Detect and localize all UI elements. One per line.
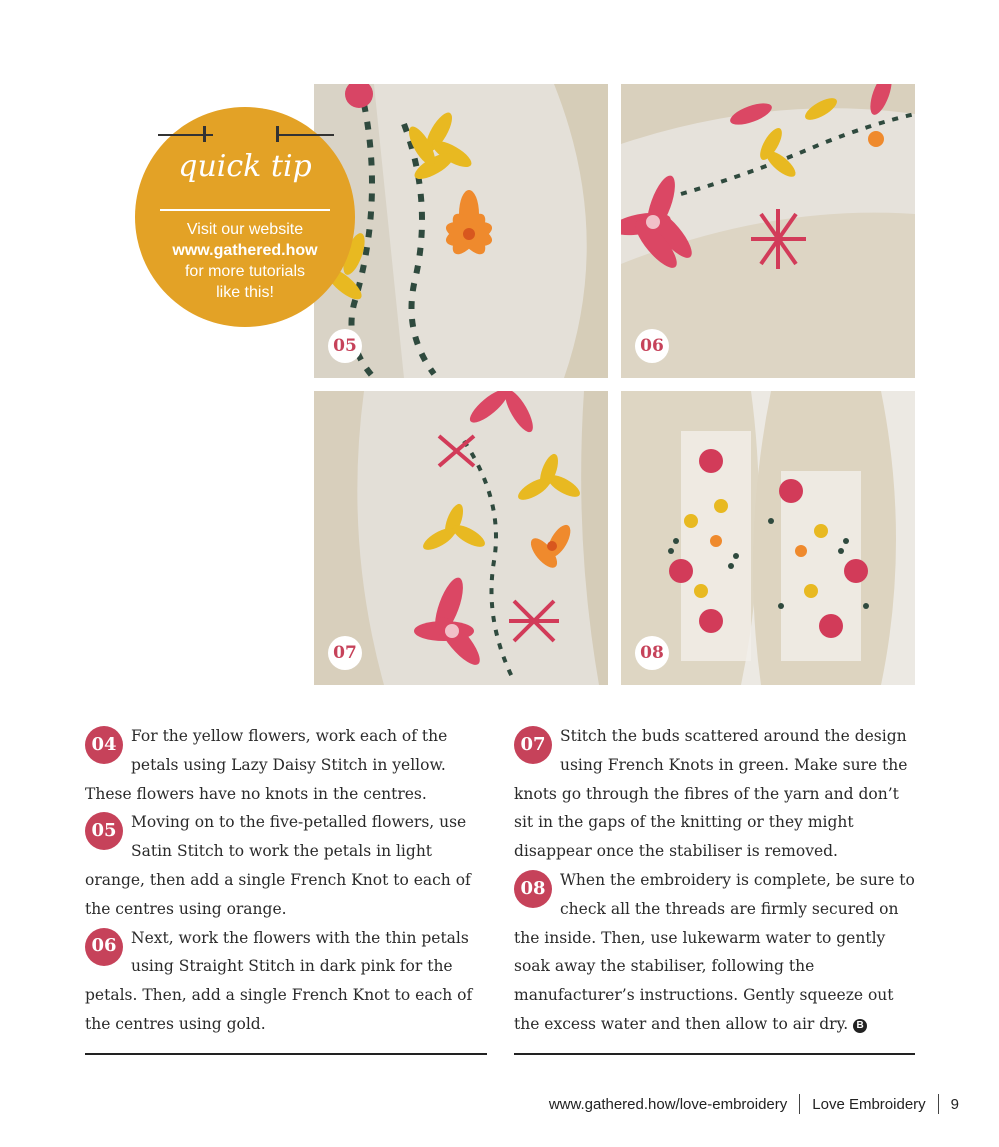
pin-head-icon bbox=[203, 126, 206, 142]
photo-label: 07 bbox=[328, 636, 362, 670]
step-07 bbox=[514, 722, 916, 866]
footer-url[interactable]: www.gathered.how/love-embroidery bbox=[548, 1095, 788, 1113]
embroidery-photo-07 bbox=[314, 391, 608, 685]
embroidery-photo-05 bbox=[314, 84, 608, 378]
footer-magazine: Love Embroidery bbox=[812, 1095, 926, 1113]
column-end-rule bbox=[514, 1053, 915, 1055]
step-text: For the yellow flowers, work each of the petals using Lazy Daisy Stitch in yellow. These flowers have no knots in the centres. bbox=[85, 727, 448, 803]
end-mark-icon: B bbox=[853, 1019, 867, 1033]
tip-line: for more tutorials bbox=[184, 263, 306, 280]
step-number-badge: 04 bbox=[85, 726, 123, 764]
step-number-badge: 07 bbox=[514, 726, 552, 764]
step-text: When the embroidery is complete, be sure to check all the threads are firmly secured on the inside. Then, use lukewarm water to gently soak away the stabiliser, following the manufacturer’s instructions. Gently squeeze out the excess water and then allow to air dry. bbox=[514, 870, 915, 1033]
quick-tip-body bbox=[135, 219, 355, 303]
column-end-rule bbox=[85, 1053, 487, 1055]
instructions-right-column bbox=[514, 722, 916, 1039]
instructions-left-column bbox=[85, 722, 487, 1039]
photo-label: 05 bbox=[328, 329, 362, 363]
tip-line: like this! bbox=[216, 284, 274, 301]
embroidery-photo-06 bbox=[621, 84, 915, 378]
photo-step-05 bbox=[314, 84, 608, 378]
photo-step-07 bbox=[314, 391, 608, 685]
quick-tip-title: quick tip bbox=[178, 149, 312, 184]
pin-icon bbox=[276, 134, 334, 136]
page-number: 9 bbox=[950, 1095, 959, 1113]
step-04 bbox=[85, 722, 487, 808]
photo-label: 08 bbox=[635, 636, 669, 670]
step-text: Stitch the buds scattered around the design using French Knots in green. Make sure the knots go through the fibres of the yarn and don’t sit in the gaps of the knitting or they might disappear once the stabiliser is removed. bbox=[514, 727, 908, 861]
step-08 bbox=[514, 866, 916, 1039]
step-number-badge: 06 bbox=[85, 928, 123, 966]
step-text: Next, work the flowers with the thin petals using Straight Stitch in dark pink for the petals. Then, add a single French Knot to each of the centres using gold. bbox=[85, 928, 473, 1033]
quick-tip-badge bbox=[135, 107, 355, 327]
tip-url[interactable]: www.gathered.how bbox=[172, 242, 318, 259]
footer-divider bbox=[799, 1094, 800, 1114]
page-footer bbox=[549, 1094, 959, 1114]
photo-label: 06 bbox=[635, 329, 669, 363]
tip-divider bbox=[160, 209, 330, 211]
step-number-badge: 08 bbox=[514, 870, 552, 908]
step-06 bbox=[85, 924, 487, 1039]
tip-line: Visit our website bbox=[186, 221, 304, 238]
step-text: Moving on to the five-petalled flowers, use Satin Stitch to work the petals in light orange, then add a single French Knot to each of the centres using orange. bbox=[85, 813, 471, 918]
embroidery-photo-08 bbox=[621, 391, 915, 685]
step-05 bbox=[85, 808, 487, 923]
footer-divider bbox=[938, 1094, 939, 1114]
photo-step-06 bbox=[621, 84, 915, 378]
step-number-badge: 05 bbox=[85, 812, 123, 850]
photo-step-08 bbox=[621, 391, 915, 685]
pin-head-icon bbox=[276, 126, 279, 142]
